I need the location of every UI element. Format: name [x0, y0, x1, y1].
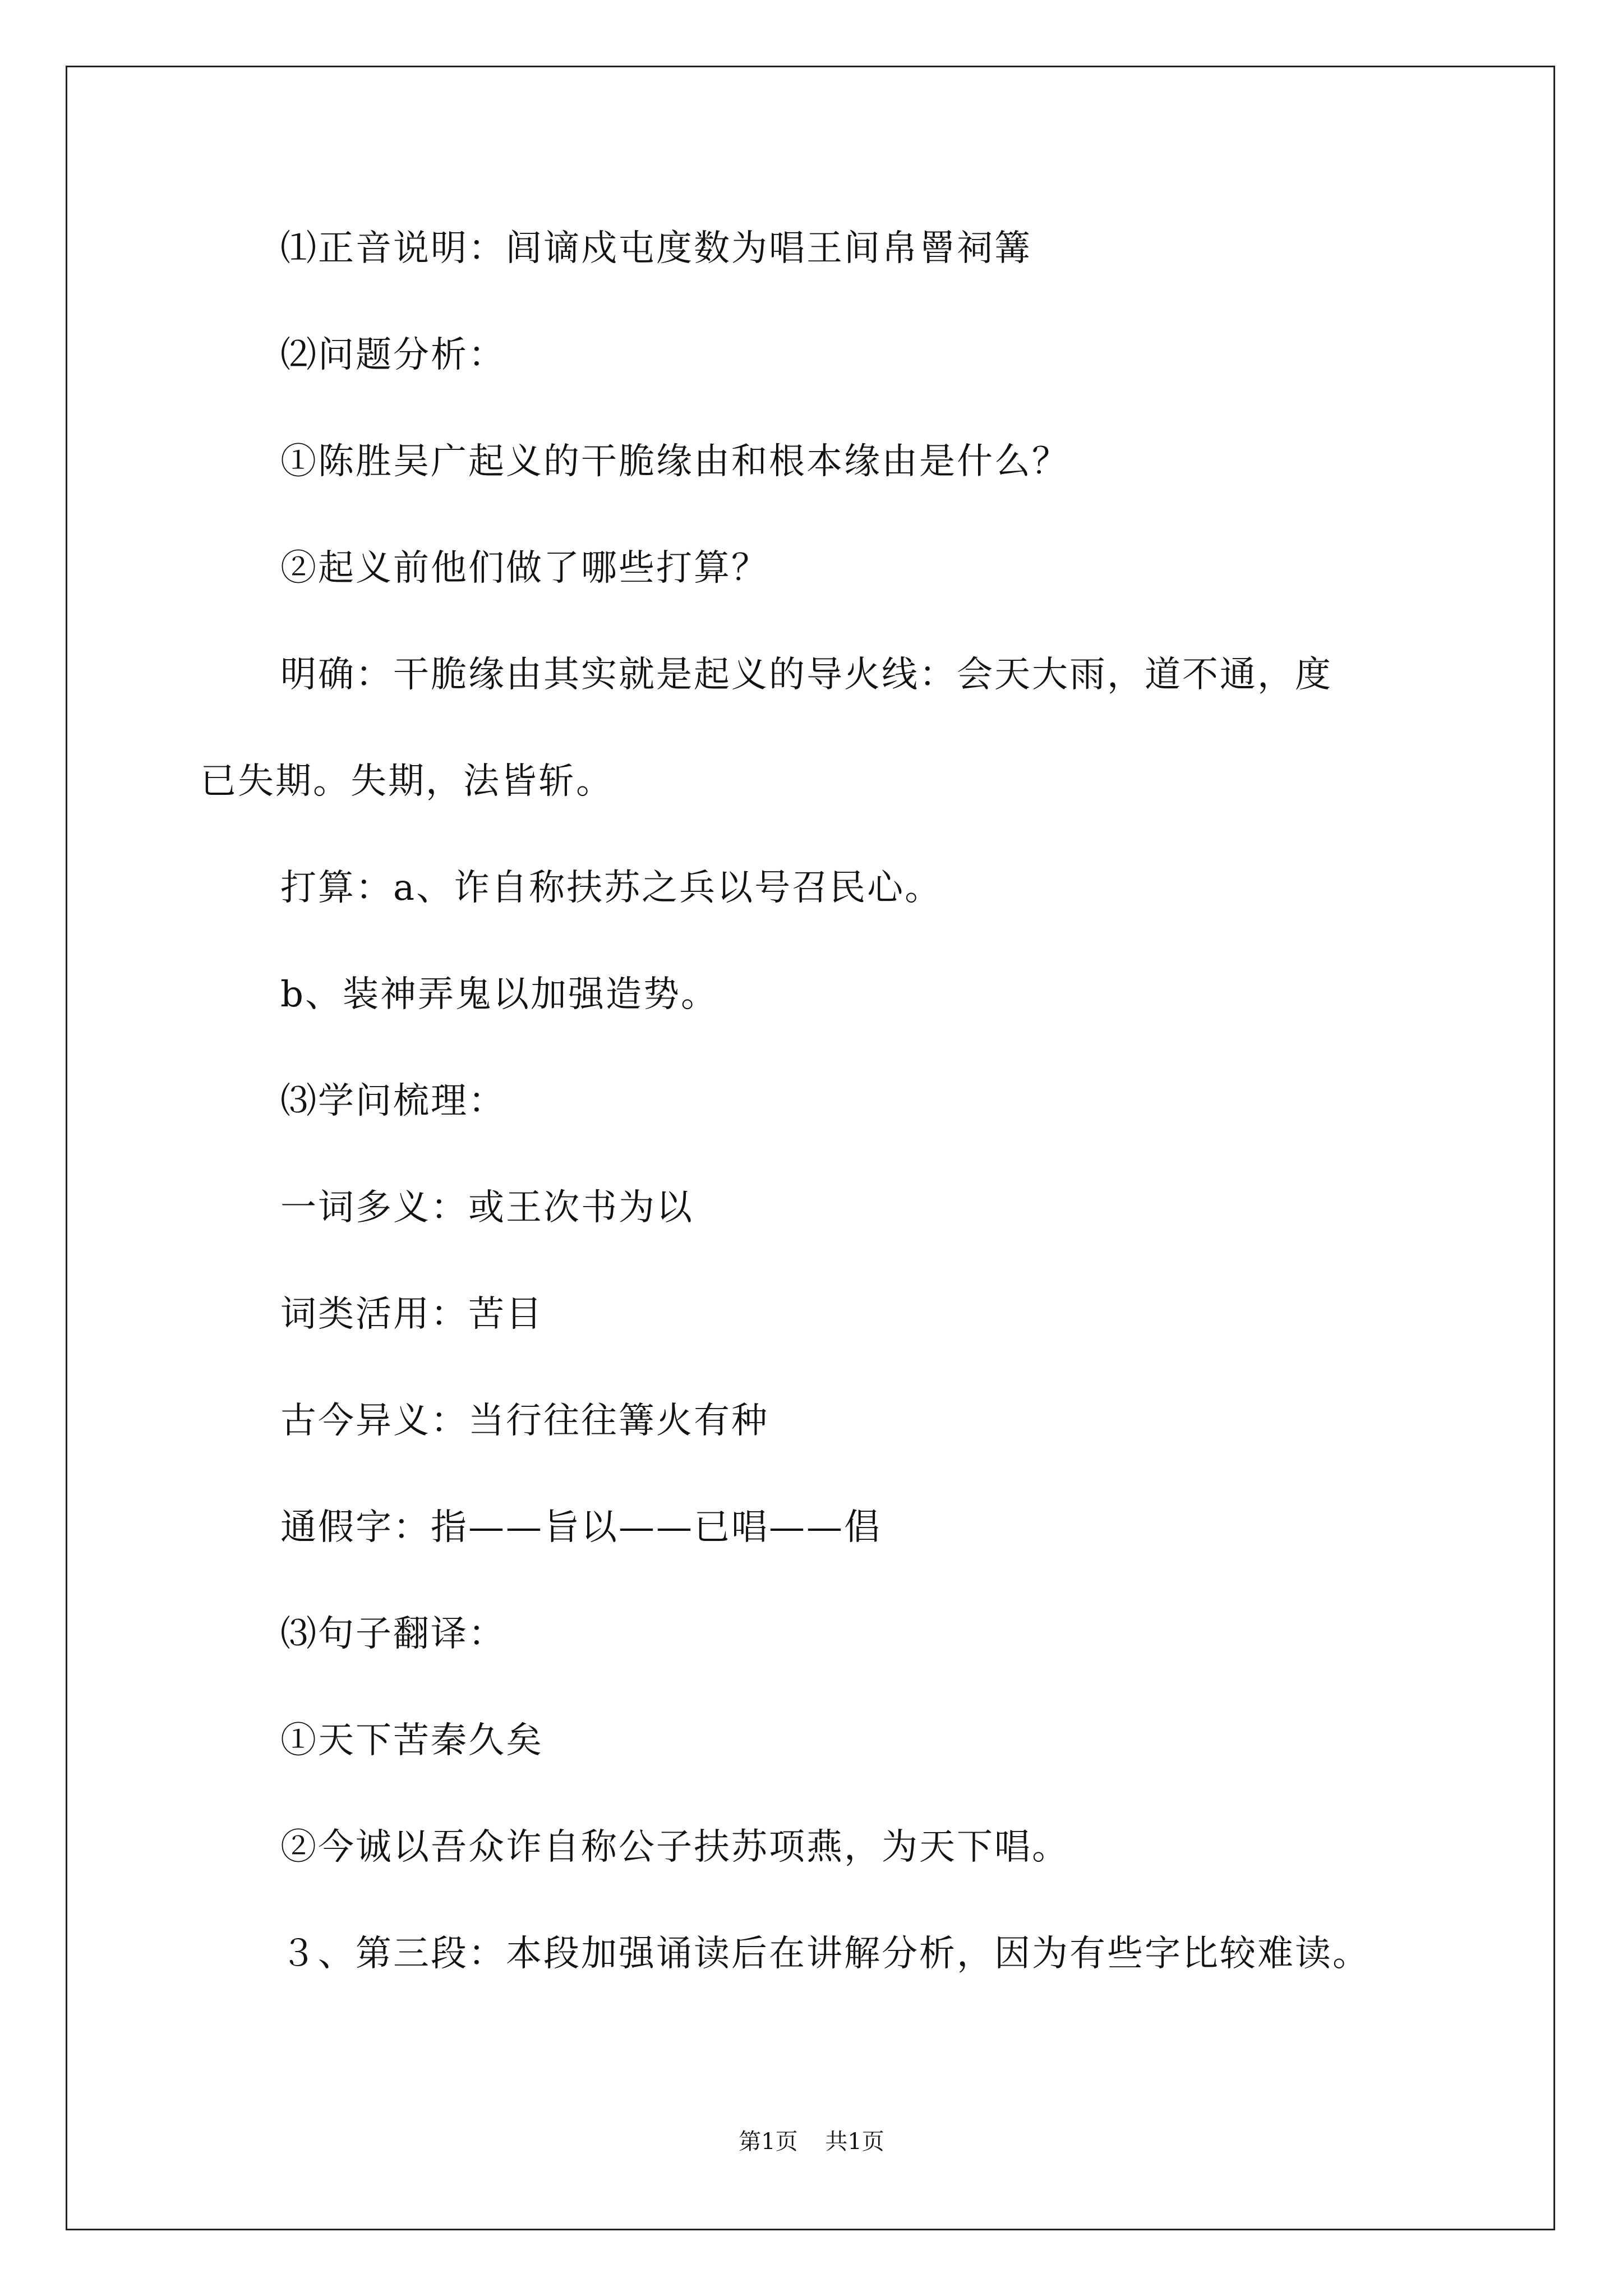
- paragraph-knowledge-heading: ⑶学问梳理：: [280, 1080, 506, 1122]
- paragraph-word-class: 词类活用：苦目: [280, 1294, 543, 1335]
- paragraph-question-heading: ⑵问题分析：: [280, 334, 506, 376]
- paragraph-translation-2: ②今诚以吾众诈自称公子扶苏项燕，为天下唱。: [280, 1826, 1069, 1868]
- paragraph-question-1: ①陈胜吴广起义的干脆缘由和根本缘由是什么？: [280, 441, 1069, 482]
- paragraph-translation-1: ①天下苦秦久矣: [280, 1720, 543, 1761]
- paragraph-answer-line-1: 明确：干脆缘由其实就是起义的导火线：会天大雨，道不通，度: [280, 654, 1332, 696]
- paragraph-pronunciation: ⑴正音说明：闾谪戍屯度数为唱王间帛罾祠篝: [280, 228, 1032, 269]
- paragraph-plan-a: 打算：a、诈自称扶苏之兵以号召民心。: [280, 867, 943, 909]
- page-total: 共1页: [825, 2129, 884, 2155]
- paragraph-plan-b: b、装神弄鬼以加强造势。: [280, 974, 718, 1015]
- paragraph-interchangeable: 通假字：指——旨以——已唱——倡: [280, 1507, 882, 1548]
- paragraph-section-three: ３、第三段：本段加强诵读后在讲解分析，因为有些字比较难读。: [280, 1933, 1370, 1975]
- page-frame: [66, 66, 1555, 2230]
- paragraph-polysemy: 一词多义：或王次书为以: [280, 1187, 694, 1228]
- paragraph-question-2: ②起义前他们做了哪些打算？: [280, 547, 769, 589]
- paragraph-translation-heading: ⑶句子翻译：: [280, 1613, 506, 1655]
- paragraph-ancient-modern: 古今异义：当行往往篝火有种: [280, 1400, 769, 1442]
- page-footer: [0, 2127, 1623, 2156]
- paragraph-answer-line-2: 已失期。失期，法皆斩。: [200, 761, 614, 802]
- page-number: 第1页: [739, 2129, 798, 2155]
